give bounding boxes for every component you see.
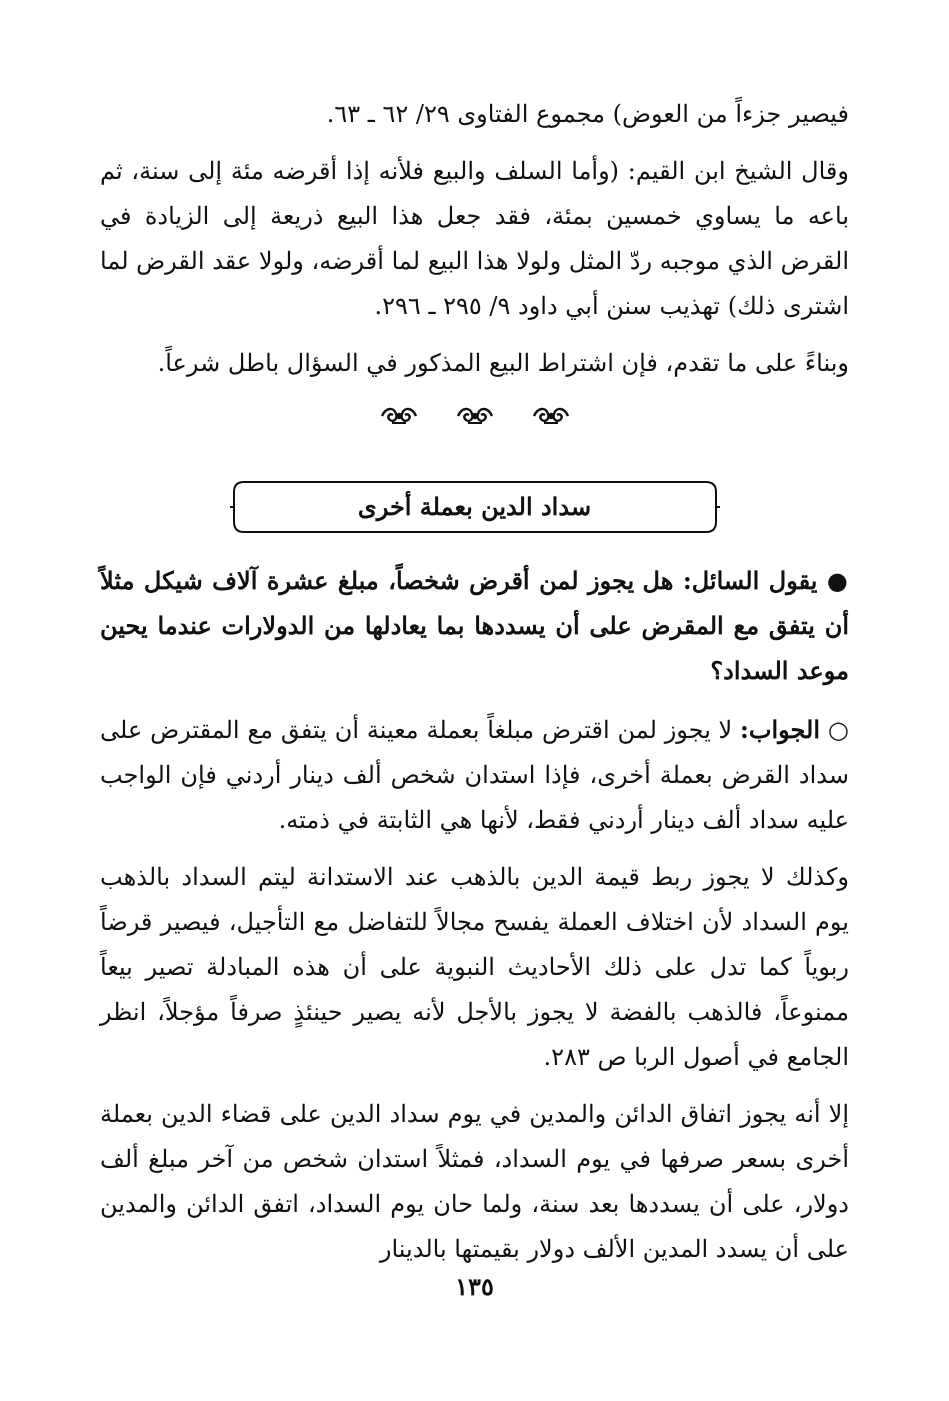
question-text: هل يجوز لمن أقرض شخصاً، مبلغ عشرة آلاف شيكل مثلاً أن يتفق مع المقرض على أن يسددها بما يعادلها من الدولارات عندما يحين موعد السداد؟ (100, 566, 849, 685)
question-bullet-icon: ● (826, 566, 849, 595)
page-body (100, 92, 849, 1401)
paragraph-1: فيصير جزءاً من العوض) مجموع الفتاوى ٢٩/ ٦٢ ـ ٦٣. (326, 100, 849, 128)
paragraph-4: وكذلك لا يجوز ربط قيمة الدين بالذهب عند الاستدانة ليتم السداد بالذهب يوم السداد لأن اختلاف العملة يفسح مجالاً للتفاضل مع التأجيل، فيصير قرضاً ربوياً كما تدل على ذلك الأحاديث النبوية على أن هذه المبادلة تصير بيعاً ممنوعاً، فالذهب بالفضة لا يجوز بالأجل لأنه يصير حينئذٍ صرفاً مؤجلاً، انظر الجامع في أصول الربا ص ٢٨٣. (100, 863, 849, 1071)
question-label: يقول السائل: (682, 566, 818, 595)
answer-paragraph (100, 707, 849, 843)
paragraph-2: وقال الشيخ ابن القيم: (وأما السلف والبيع فلأنه إذا أقرضه مئة إلى سنة، ثم باعه ما يساوي خمسين بمئة، فقد جعل هذا البيع ذريعة إلى الزيادة في القرض الذي موجبه ردّ المثل ولولا هذا البيع لما أقرضه، ولولا عقد القرض لما اشترى ذلك) تهذيب سنن أبي داود ٩/ ٢٩٥ ـ ٢٩٦. (100, 157, 849, 320)
floral-ornament-icon (380, 405, 418, 427)
floral-ornament-icon (532, 405, 570, 427)
section-title-box (230, 480, 720, 534)
question-paragraph (100, 558, 849, 693)
floral-ornament-icon (456, 405, 494, 427)
answer-label: الجواب: (740, 715, 821, 744)
page-number: ١٣٥ (455, 1272, 494, 1301)
section-title: سداد الدين بعملة أخرى (357, 492, 592, 521)
section-divider (100, 390, 849, 442)
paragraph-3: وبناءً على ما تقدم، فإن اشتراط البيع المذكور في السؤال باطل شرعاً. (157, 349, 849, 377)
answer-text: لا يجوز لمن اقترض مبلغاً بعملة معينة أن يتفق مع المقترض على سداد القرض بعملة أخرى، فإذا استدان شخص ألف دينار أردني فإن الواجب عليه سداد ألف دينار أردني فقط، لأنها هي الثابتة في ذمته. (100, 716, 849, 834)
paragraph-5: إلا أنه يجوز اتفاق الدائن والمدين في يوم سداد الدين على قضاء الدين بعملة أخرى بسعر صرفها في يوم السداد، فمثلاً استدان شخص من آخر مبلغ ألف دولار، على أن يسددها بعد سنة، ولما حان يوم السداد، اتفق الدائن والمدين على أن يسدد المدين الألف دولار بقيمتها بالدينار (100, 1100, 849, 1263)
answer-circle-icon: ○ (827, 716, 849, 744)
